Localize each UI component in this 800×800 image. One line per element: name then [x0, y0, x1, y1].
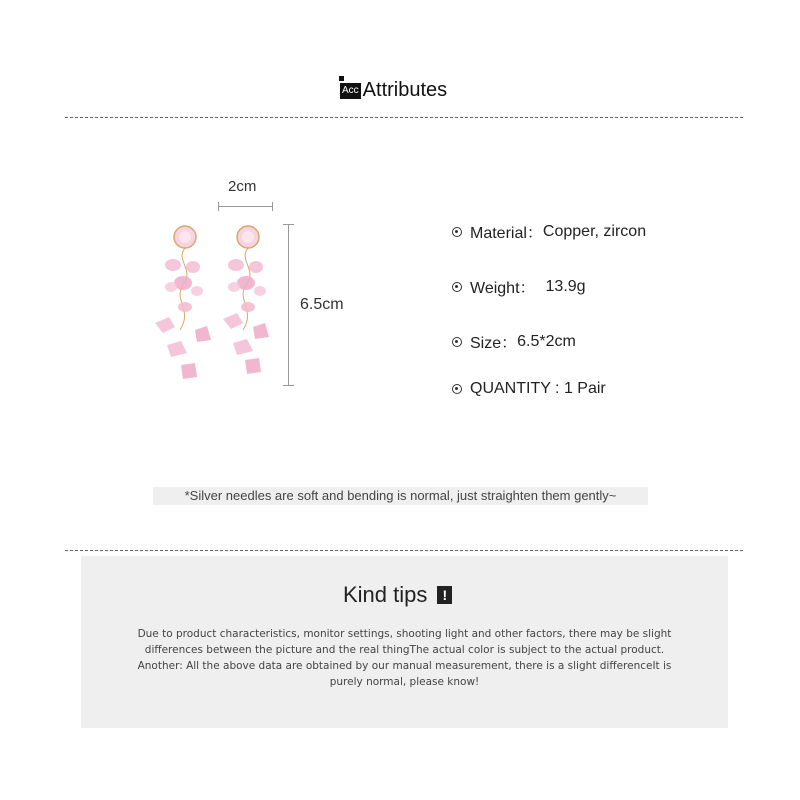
attribute-quantity — [452, 380, 606, 398]
kind-tips-header — [343, 582, 452, 608]
attribute-value: 6.5*2cm — [517, 332, 576, 350]
width-dimension-label: 2cm — [228, 178, 257, 195]
section-title — [340, 78, 447, 102]
attribute-material — [452, 220, 646, 243]
attribute-weight — [452, 275, 586, 298]
attribute-label: Material： — [470, 225, 543, 242]
divider-bottom — [65, 550, 743, 551]
earring-left — [155, 226, 211, 379]
care-note: *Silver needles are soft and bending is normal, just straighten them gently~ — [153, 487, 648, 505]
attribute-label: QUANTITY : 1 Pair — [470, 380, 606, 397]
kind-tips-line-1: Due to product characteristics, monitor settings, shooting light and other factors, there may be slight — [137, 628, 672, 640]
kind-tips-title: Kind tips — [343, 582, 428, 607]
divider-top — [65, 117, 743, 118]
title-dot-icon — [339, 76, 344, 81]
kind-tips-line-2: differences between the picture and the real thingThe actual color is subject to the actual product. — [144, 644, 665, 656]
width-dimension-tick-right — [272, 202, 273, 211]
exclamation-icon: ! — [437, 586, 452, 604]
bullet-icon — [452, 282, 462, 292]
title-badge — [340, 83, 361, 99]
bullet-icon — [452, 384, 462, 394]
page-title: Attributes — [362, 79, 448, 101]
attribute-value: Copper, zircon — [542, 222, 647, 240]
bullet-icon — [452, 337, 462, 347]
height-dimension-tick-top — [283, 224, 294, 225]
height-dimension-tick-bottom — [283, 385, 294, 386]
earring-right — [223, 226, 269, 374]
attribute-label: Size： — [470, 335, 518, 352]
width-dimension-line — [218, 206, 273, 207]
attribute-label: Weight： — [470, 280, 536, 297]
kind-tips-line-3: Another: All the above data are obtained by our manual measurement, there is a slight differenceIt is — [137, 660, 672, 672]
height-dimension-line — [288, 224, 289, 386]
earrings-image — [145, 215, 275, 395]
attribute-value: 13.9g — [545, 277, 586, 295]
width-dimension-tick-left — [218, 202, 219, 211]
title-badge-text: Acc — [342, 85, 359, 96]
attribute-size — [452, 330, 576, 353]
kind-tips-line-4: purely normal, please know! — [329, 676, 480, 688]
bullet-icon — [452, 227, 462, 237]
height-dimension-label: 6.5cm — [300, 296, 344, 313]
